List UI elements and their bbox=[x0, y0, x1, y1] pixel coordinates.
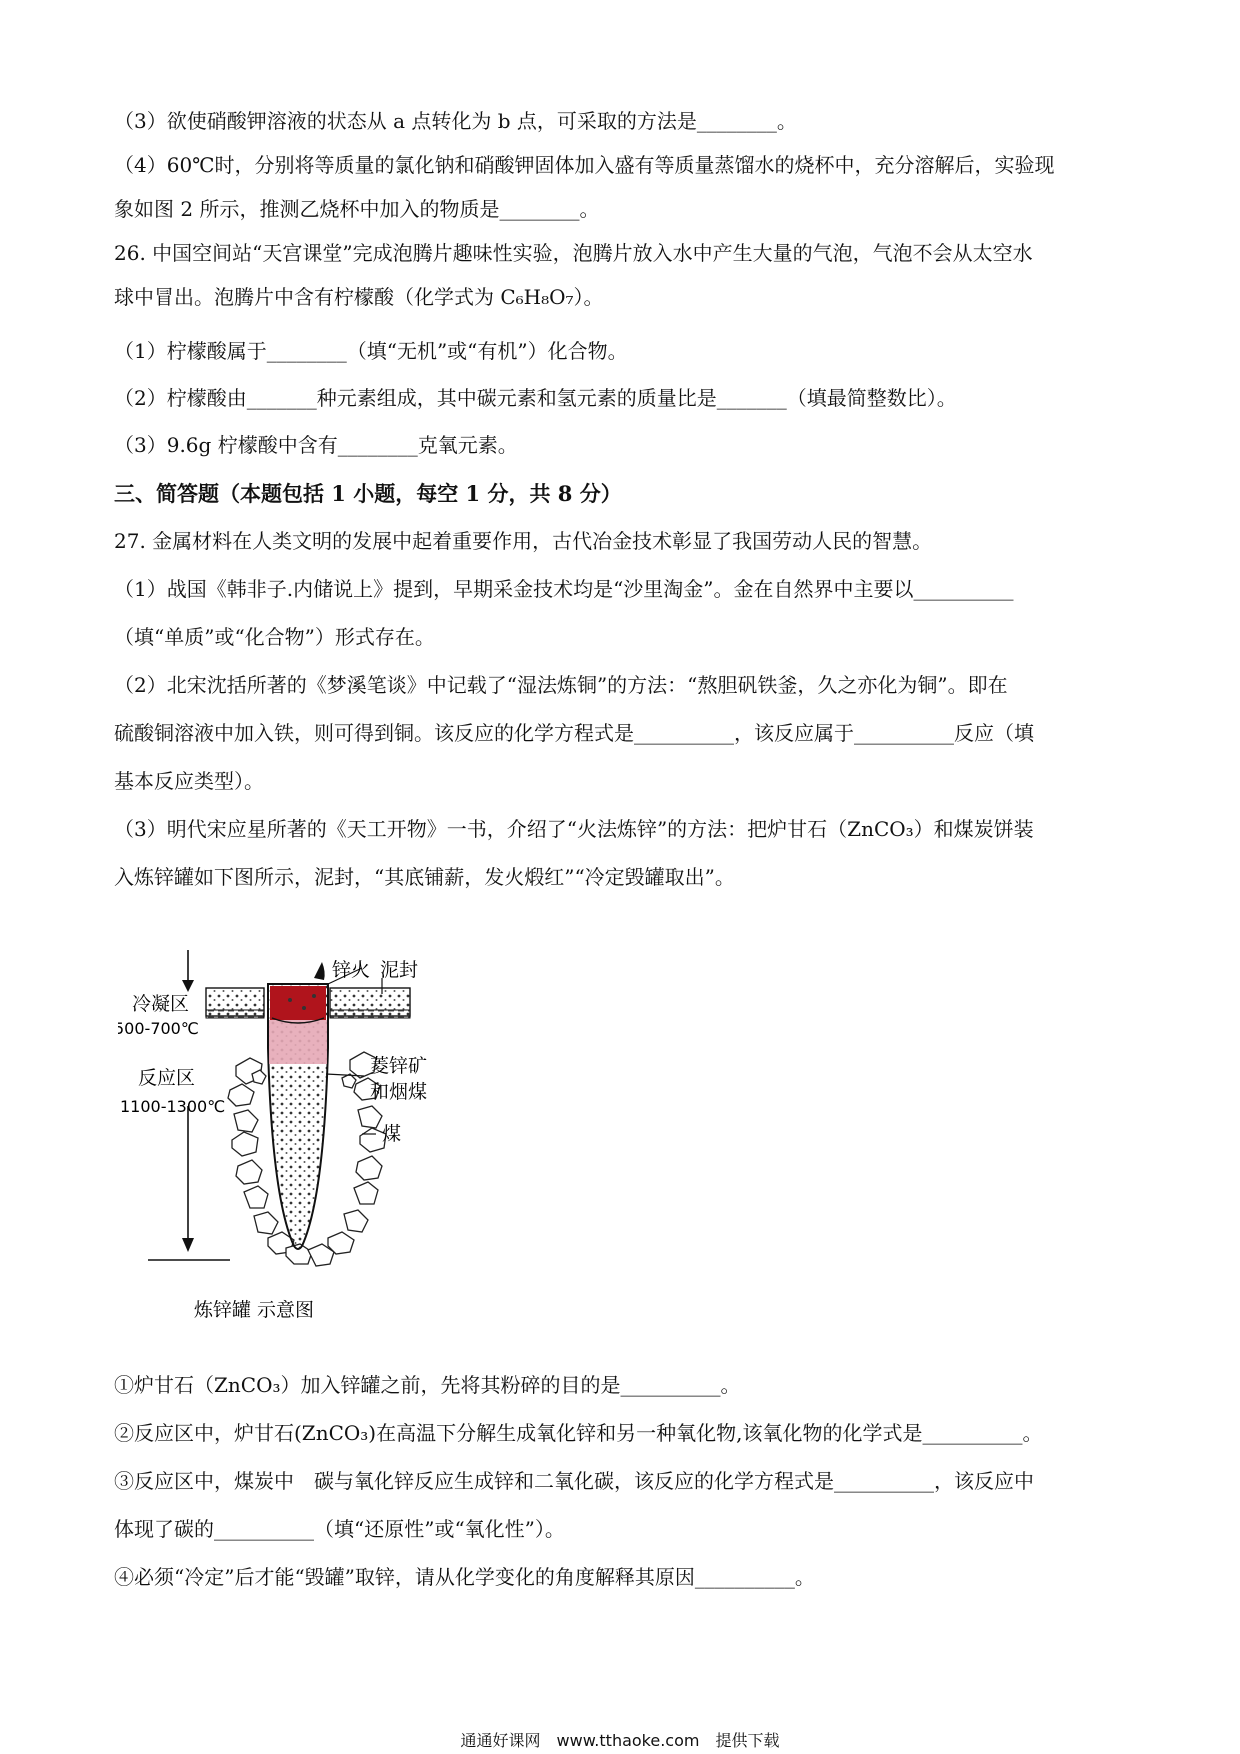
q26-part3: （3）9.6g 柠檬酸中含有________克氧元素。 bbox=[114, 433, 518, 457]
q25-part4-line2: 象如图 2 所示，推测乙烧杯中加入的物质是________。 bbox=[114, 197, 600, 221]
q26-part2: （2）柠檬酸由_______种元素组成，其中碳元素和氢元素的质量比是_______（填最简整数比）。 bbox=[114, 386, 957, 410]
q27-sub1: ①炉甘石（ZnCO₃）加入锌罐之前，先将其粉碎的目的是__________。 bbox=[114, 1373, 741, 1397]
q27-part2-line1: （2）北宋沈括所著的《梦溪笔谈》中记载了“湿法炼铜”的方法：“熬胆矾铁釜，久之亦化为铜”。即在 bbox=[114, 673, 1008, 697]
q27-part2-line2: 硫酸铜溶液中加入铁，则可得到铜。该反应的化学方程式是__________，该反应属于__________反应（填 bbox=[114, 721, 1034, 745]
label-seal: 泥封 bbox=[380, 959, 419, 981]
label-coal: 煤 bbox=[382, 1123, 402, 1145]
label-fire: 锌火 bbox=[332, 959, 371, 981]
label-ore-line2: 和烟煤 bbox=[370, 1081, 428, 1103]
label-reaction-zone: 反应区 bbox=[138, 1067, 196, 1089]
q25-part3: （3）欲使硝酸钾溶液的状态从 a 点转化为 b 点，可采取的方法是________。 bbox=[114, 109, 797, 133]
zinc-retort-diagram bbox=[118, 948, 508, 1328]
q26-stem-line2: 球中冒出。泡腾片中含有柠檬酸（化学式为 C₆H₈O₇）。 bbox=[114, 285, 604, 309]
q27-part3-line1: （3）明代宋应星所著的《天工开物》一书，介绍了“火法炼锌”的方法：把炉甘石（ZnCO₃）和煤炭饼装 bbox=[114, 817, 1034, 841]
q25-part4-line1: （4）60℃时，分别将等质量的氯化钠和硝酸钾固体加入盛有等质量蒸馏水的烧杯中，充分溶解后，实验现 bbox=[114, 153, 1055, 177]
q27-sub3-line2: 体现了碳的__________（填“还原性”或“氧化性”）。 bbox=[114, 1517, 565, 1541]
q27-sub2: ②反应区中，炉甘石(ZnCO₃)在高温下分解生成氧化锌和另一种氧化物,该氧化物的化学式是__________。 bbox=[114, 1421, 1043, 1445]
page-footer: 通通好课网 www.tthaoke.com 提供下载 bbox=[460, 1731, 780, 1750]
label-condense-zone: 冷凝区 bbox=[132, 993, 190, 1015]
section-3-title: 三、简答题（本题包括 1 小题，每空 1 分，共 8 分） bbox=[114, 481, 622, 506]
retort bbox=[268, 962, 328, 1249]
label-reaction-temp: 1100-1300℃ bbox=[120, 1097, 226, 1116]
label-ore-line1: 菱锌矿 bbox=[370, 1055, 428, 1077]
arrow-top bbox=[182, 950, 194, 992]
q26-part1: （1）柠檬酸属于________（填“无机”或“有机”）化合物。 bbox=[114, 339, 628, 363]
arrow-bottom bbox=[182, 1106, 194, 1252]
label-condense-temp: 500-700℃ bbox=[118, 1019, 199, 1038]
q26-stem-line1: 26. 中国空间站“天宫课堂”完成泡腾片趣味性实验，泡腾片放入水中产生大量的气泡，气泡不会从太空水 bbox=[114, 241, 1033, 265]
q27-part1-line1: （1）战国《韩非子.内储说上》提到，早期采金技术均是“沙里淘金”。金在自然界中主要以__________ bbox=[114, 577, 1014, 601]
q27-sub4: ④必须“冷定”后才能“毁罐”取锌，请从化学变化的角度解释其原因__________。 bbox=[114, 1565, 815, 1589]
q27-part2-line3: 基本反应类型）。 bbox=[114, 769, 264, 793]
q27-part1-line2: （填“单质”或“化合物”）形式存在。 bbox=[114, 625, 435, 649]
diagram-caption: 炼锌罐 示意图 bbox=[194, 1299, 315, 1321]
q27-sub3-line1: ③反应区中，煤炭中 碳与氧化锌反应生成锌和二氧化碳，该反应的化学方程式是__________，该反应中 bbox=[114, 1469, 1034, 1493]
q27-part3-line2: 入炼锌罐如下图所示，泥封，“其底铺薪，发火煅红”“冷定毁罐取出”。 bbox=[114, 865, 735, 889]
q27-stem: 27. 金属材料在人类文明的发展中起着重要作用，古代冶金技术彰显了我国劳动人民的智慧。 bbox=[114, 529, 933, 553]
